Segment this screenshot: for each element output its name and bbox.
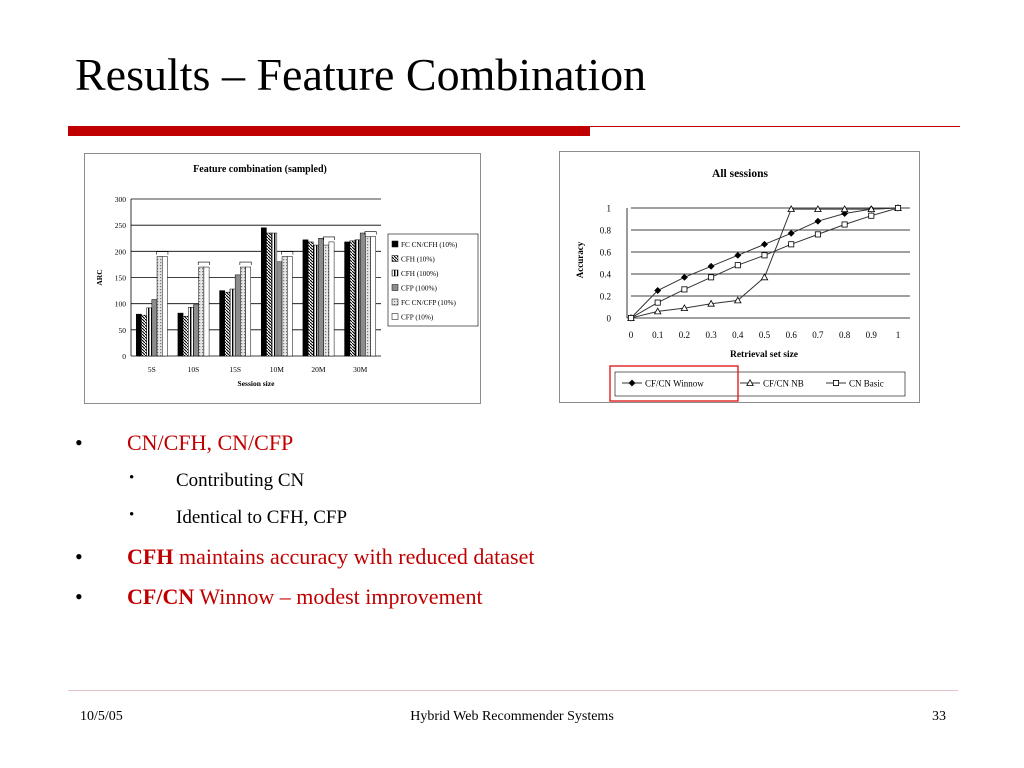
bar — [141, 315, 146, 356]
bar — [272, 233, 277, 356]
bar — [355, 240, 360, 356]
legend-label: FC CN/CFP (10%) — [401, 299, 456, 307]
bullet-bold-term: CF/CN — [127, 584, 195, 609]
bullet-bold-term: CFH — [127, 544, 174, 569]
x-tick-label: 10M — [269, 365, 284, 374]
bar — [287, 257, 292, 356]
bar — [371, 237, 376, 356]
point — [709, 275, 714, 280]
bar-bracket — [282, 252, 293, 255]
x-tick-label: 0.5 — [758, 330, 771, 340]
point — [833, 380, 838, 385]
y-axis-label: ARC — [95, 269, 104, 286]
point — [815, 232, 820, 237]
bar-chart-svg — [85, 154, 480, 403]
bar — [183, 316, 188, 356]
bar — [261, 228, 266, 356]
y-tick-label: 100 — [114, 299, 126, 309]
series-line — [631, 208, 898, 318]
bar — [157, 257, 162, 356]
title-rule-accent — [68, 126, 590, 136]
y-tick-label: 50 — [118, 325, 126, 335]
sub-bullet-contributing-cn — [75, 470, 955, 507]
bar — [277, 262, 282, 356]
bar-bracket — [323, 237, 334, 240]
bar-bracket — [365, 232, 376, 235]
bar — [178, 313, 183, 356]
legend-swatch — [392, 241, 398, 247]
legend-label: CFP (10%) — [401, 313, 434, 322]
y-tick-label: 300 — [114, 195, 126, 204]
bar — [188, 307, 193, 356]
bullet-dot: • — [75, 584, 83, 609]
bullet-dot: • — [75, 544, 83, 569]
point — [788, 230, 794, 236]
bullet-cfcn-winnow — [75, 584, 955, 624]
y-tick-label: 0 — [122, 352, 126, 361]
bar — [345, 242, 350, 356]
point — [842, 222, 847, 227]
point — [761, 274, 767, 280]
y-tick-label: 200 — [114, 247, 126, 257]
point — [895, 205, 900, 210]
bar — [240, 267, 245, 356]
bullet-text: Winnow – modest improvement — [194, 584, 483, 609]
bar — [266, 233, 271, 356]
x-tick-label: 0.9 — [865, 330, 877, 340]
x-tick-label: 0.3 — [705, 330, 717, 340]
bar — [365, 237, 370, 356]
x-tick-label: 0.8 — [838, 330, 851, 340]
series-cn-basic — [628, 205, 900, 320]
x-axis-label: Session size — [237, 379, 275, 388]
legend-label: CN Basic — [849, 378, 884, 389]
point — [735, 252, 741, 258]
sub-bullet-identical — [75, 507, 955, 544]
x-tick-label: 10S — [187, 365, 200, 374]
sub-bullet-text: Identical to CFH, CFP — [176, 507, 348, 528]
series-cf-cn-winnow — [628, 205, 901, 321]
bullet-text: maintains accuracy with reduced dataset — [173, 544, 535, 569]
bar — [319, 238, 324, 356]
bar — [235, 275, 240, 356]
series-cf-cn-nb — [628, 205, 901, 321]
bar — [199, 267, 204, 356]
sub-bullet-dot: • — [129, 470, 135, 486]
sub-bullet-text: Contributing CN — [176, 470, 305, 491]
y-tick-label: 0 — [606, 313, 611, 324]
line-chart-all-sessions — [559, 151, 920, 403]
slide-title: Results – Feature Combination — [75, 49, 647, 100]
point — [735, 263, 740, 268]
bar — [350, 241, 355, 356]
series-line — [631, 208, 898, 318]
bullet-dot: • — [75, 430, 83, 455]
point — [762, 253, 767, 258]
y-tick-label: 250 — [114, 221, 126, 231]
bar — [360, 233, 365, 356]
x-tick-label: 15S — [229, 365, 242, 374]
bar — [282, 257, 287, 356]
point — [761, 241, 767, 247]
x-tick-label: 0.7 — [812, 330, 824, 340]
x-tick-label: 1 — [895, 330, 901, 340]
legend-swatch — [392, 270, 398, 276]
point — [789, 242, 794, 247]
bar — [324, 245, 329, 356]
x-tick-label: 0.4 — [732, 330, 744, 340]
footer-date: 10/5/05 — [80, 709, 123, 724]
bar — [303, 240, 308, 356]
legend-swatch — [392, 256, 398, 262]
y-tick-label: 0.4 — [599, 269, 611, 280]
bullet-text: CN/CFH, CN/CFP — [127, 430, 294, 455]
legend-label: CF/CN Winnow — [645, 378, 704, 389]
chart-title: All sessions — [712, 168, 768, 180]
bar — [147, 308, 152, 356]
bar — [246, 267, 251, 356]
series-line — [631, 208, 898, 318]
x-tick-label: 0.6 — [785, 330, 797, 340]
bullet-cfh-accuracy — [75, 544, 955, 584]
x-tick-label: 0.1 — [652, 330, 664, 340]
y-tick-label: 0.8 — [599, 225, 611, 236]
legend-label: FC CN/CFH (10%) — [401, 241, 458, 249]
x-tick-label: 0.2 — [678, 330, 691, 340]
bar — [136, 314, 141, 356]
point — [708, 263, 714, 269]
legend-swatch — [392, 299, 398, 305]
bar — [204, 267, 209, 356]
legend-swatch — [392, 285, 398, 291]
x-tick-label: 30M — [353, 365, 368, 374]
legend-label: CF/CN NB — [763, 378, 804, 389]
bar — [194, 305, 199, 356]
y-tick-label: 0.6 — [599, 247, 611, 258]
bar — [220, 291, 225, 356]
x-tick-label: 0 — [628, 330, 634, 340]
bar — [162, 257, 167, 356]
x-tick-label: 5S — [147, 365, 156, 374]
x-tick-label: 20M — [311, 365, 326, 374]
point — [869, 213, 874, 218]
y-tick-label: 1 — [606, 203, 611, 214]
bar — [230, 289, 235, 356]
footer-title: Hybrid Web Recommender Systems — [410, 709, 614, 724]
x-axis-label: Retrieval set size — [729, 350, 799, 360]
bullet-cn-cfh-cfp — [75, 430, 955, 470]
bar-bracket — [198, 262, 209, 265]
legend-swatch — [392, 314, 398, 320]
legend-label: CFH (10%) — [401, 255, 435, 264]
bar — [225, 292, 230, 356]
footer-page-number: 33 — [932, 709, 946, 724]
point — [681, 274, 687, 280]
point — [655, 300, 660, 305]
bar-chart-feature-combination — [84, 153, 481, 404]
bar-bracket — [240, 262, 251, 265]
point — [682, 287, 687, 292]
bar-bracket — [157, 252, 168, 255]
footer-rule — [68, 690, 958, 691]
y-axis-label: Accuracy — [575, 241, 585, 279]
line-chart-svg — [560, 152, 919, 402]
point — [815, 218, 821, 224]
y-tick-label: 0.2 — [599, 291, 611, 302]
bar — [308, 242, 313, 356]
point — [628, 315, 633, 320]
bar — [329, 242, 334, 356]
bar — [313, 245, 318, 356]
sub-bullet-dot: • — [129, 507, 135, 523]
bullet-list — [75, 430, 955, 624]
legend-label: CFP (100%) — [401, 284, 437, 293]
y-tick-label: 150 — [114, 273, 126, 283]
bar — [152, 299, 157, 356]
chart-title: Feature combination (sampled) — [193, 164, 327, 175]
legend-label: CFH (100%) — [401, 270, 439, 278]
title-rule-thin — [590, 126, 960, 127]
